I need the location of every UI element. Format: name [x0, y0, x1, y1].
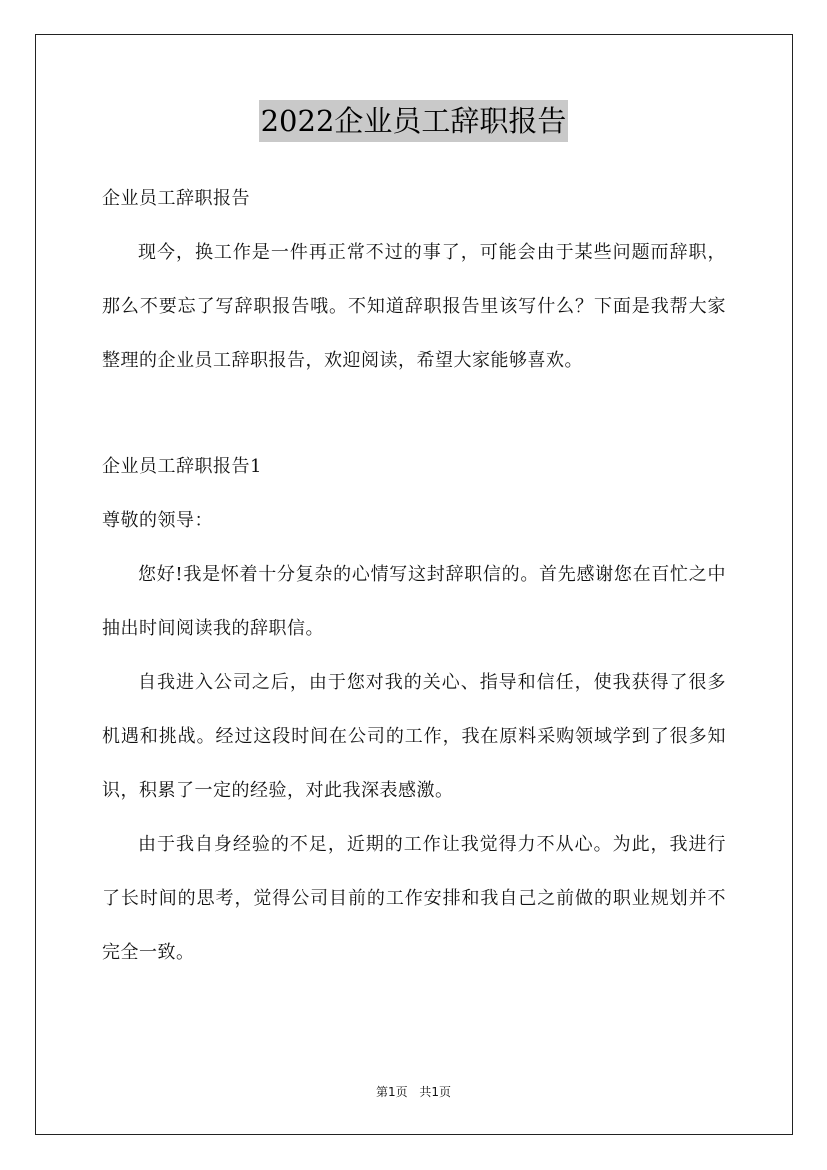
title-container [0, 100, 827, 142]
body-paragraph: 由于我自身经验的不足，近期的工作让我觉得力不从心。为此，我进行了长时间的思考，觉得公司目前的工作安排和我自己之前做的职业规划并不完全一致。 [102, 834, 726, 963]
section-spacer [102, 388, 726, 440]
intro-paragraph: 现今，换工作是一件再正常不过的事了，可能会由于某些问题而辞职，那么不要忘了写辞职报告哦。不知道辞职报告里该写什么？下面是我帮大家整理的企业员工辞职报告，欢迎阅读，希望大家能够喜欢。 [102, 242, 726, 371]
salutation: 尊敬的领导： [102, 510, 213, 531]
body-paragraph: 您好!我是怀着十分复杂的心情写这封辞职信的。首先感谢您在百忙之中抽出时间阅读我的辞职信。 [102, 564, 726, 639]
page-footer [0, 1083, 827, 1100]
page-number-current: 第1页 [375, 1085, 408, 1099]
page-number-total: 共1页 [419, 1085, 452, 1099]
document-body [102, 172, 726, 980]
section-heading: 企业员工辞职报告1 [102, 456, 262, 477]
document-title: 2022企业员工辞职报告 [259, 100, 569, 142]
document-subtitle: 企业员工辞职报告 [102, 188, 250, 209]
body-paragraph: 自我进入公司之后，由于您对我的关心、指导和信任，使我获得了很多机遇和挑战。经过这段时间在公司的工作，我在原料采购领域学到了很多知识，积累了一定的经验，对此我深表感激。 [102, 672, 726, 801]
